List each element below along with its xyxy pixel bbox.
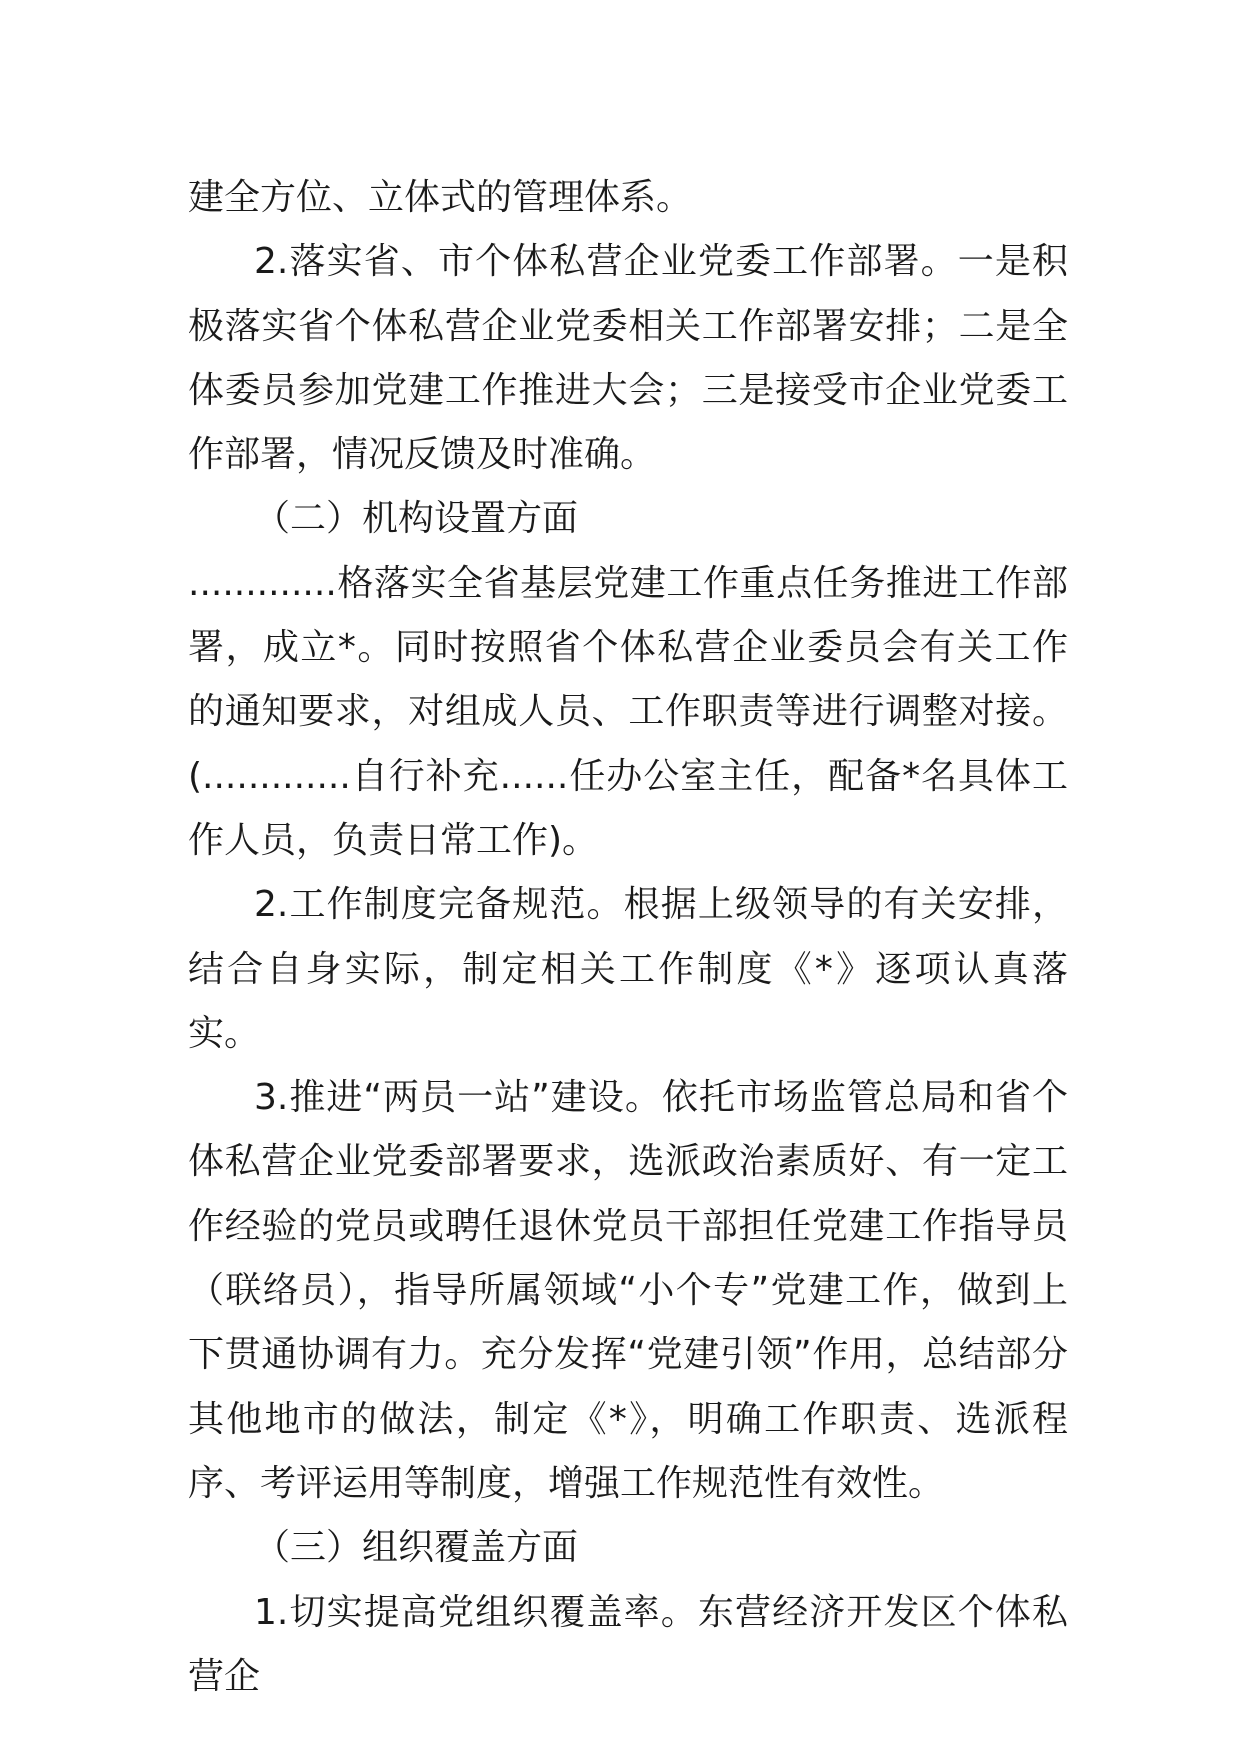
paragraph-item-2-system: 2.工作制度完备规范。根据上级领导的有关安排，结合自身实际，制定相关工作制度《*》逐项认真落实。 (188, 884, 1068, 1054)
paragraph-item-2-deployment: 2.落实省、市个体私营企业党委工作部署。一是积极落实省个体私营企业党委相关工作部署安排；二是全体委员参加党建工作推进大会；三是接受市企业党委工作部署，情况反馈及时准确。 (188, 241, 1068, 476)
document-body (188, 166, 1068, 1709)
paragraph-item-3-two-members: 3.推进“两员一站”建设。依托市场监管总局和省个体私营企业党委部署要求，选派政治素质好、有一定工作经验的党员或聘任退休党员干部担任党建工作指导员（联络员），指导所属领域“小个专”党建工作，做到上下贯通协调有力。充分发挥“党建引领”作用，总结部分其他地市的做法，制定《*》，明确工作职责、选派程序、考评运用等制度，增强工作规范性有效性。 (188, 1077, 1068, 1504)
paragraph-item-1-coverage: 1.切实提高党组织覆盖率。东营经济开发区个体私营企 (188, 1591, 1068, 1697)
paragraph-institution-setup: .............格落实全省基层党建工作重点任务推进工作部署，成立*。同时按照省个体私营企业委员会有关工作的通知要求，对组成人员、工作职责等进行调整对接。(.............自行补充......任办公室主任，配备*名具体工作人员，负责日常工作)。 (188, 562, 1068, 861)
section-heading-institution: （二）机构设置方面 (254, 498, 579, 540)
paragraph-continuation: 建全方位、立体式的管理体系。 (188, 177, 693, 218)
section-heading-coverage: （三）组织覆盖方面 (254, 1527, 579, 1569)
